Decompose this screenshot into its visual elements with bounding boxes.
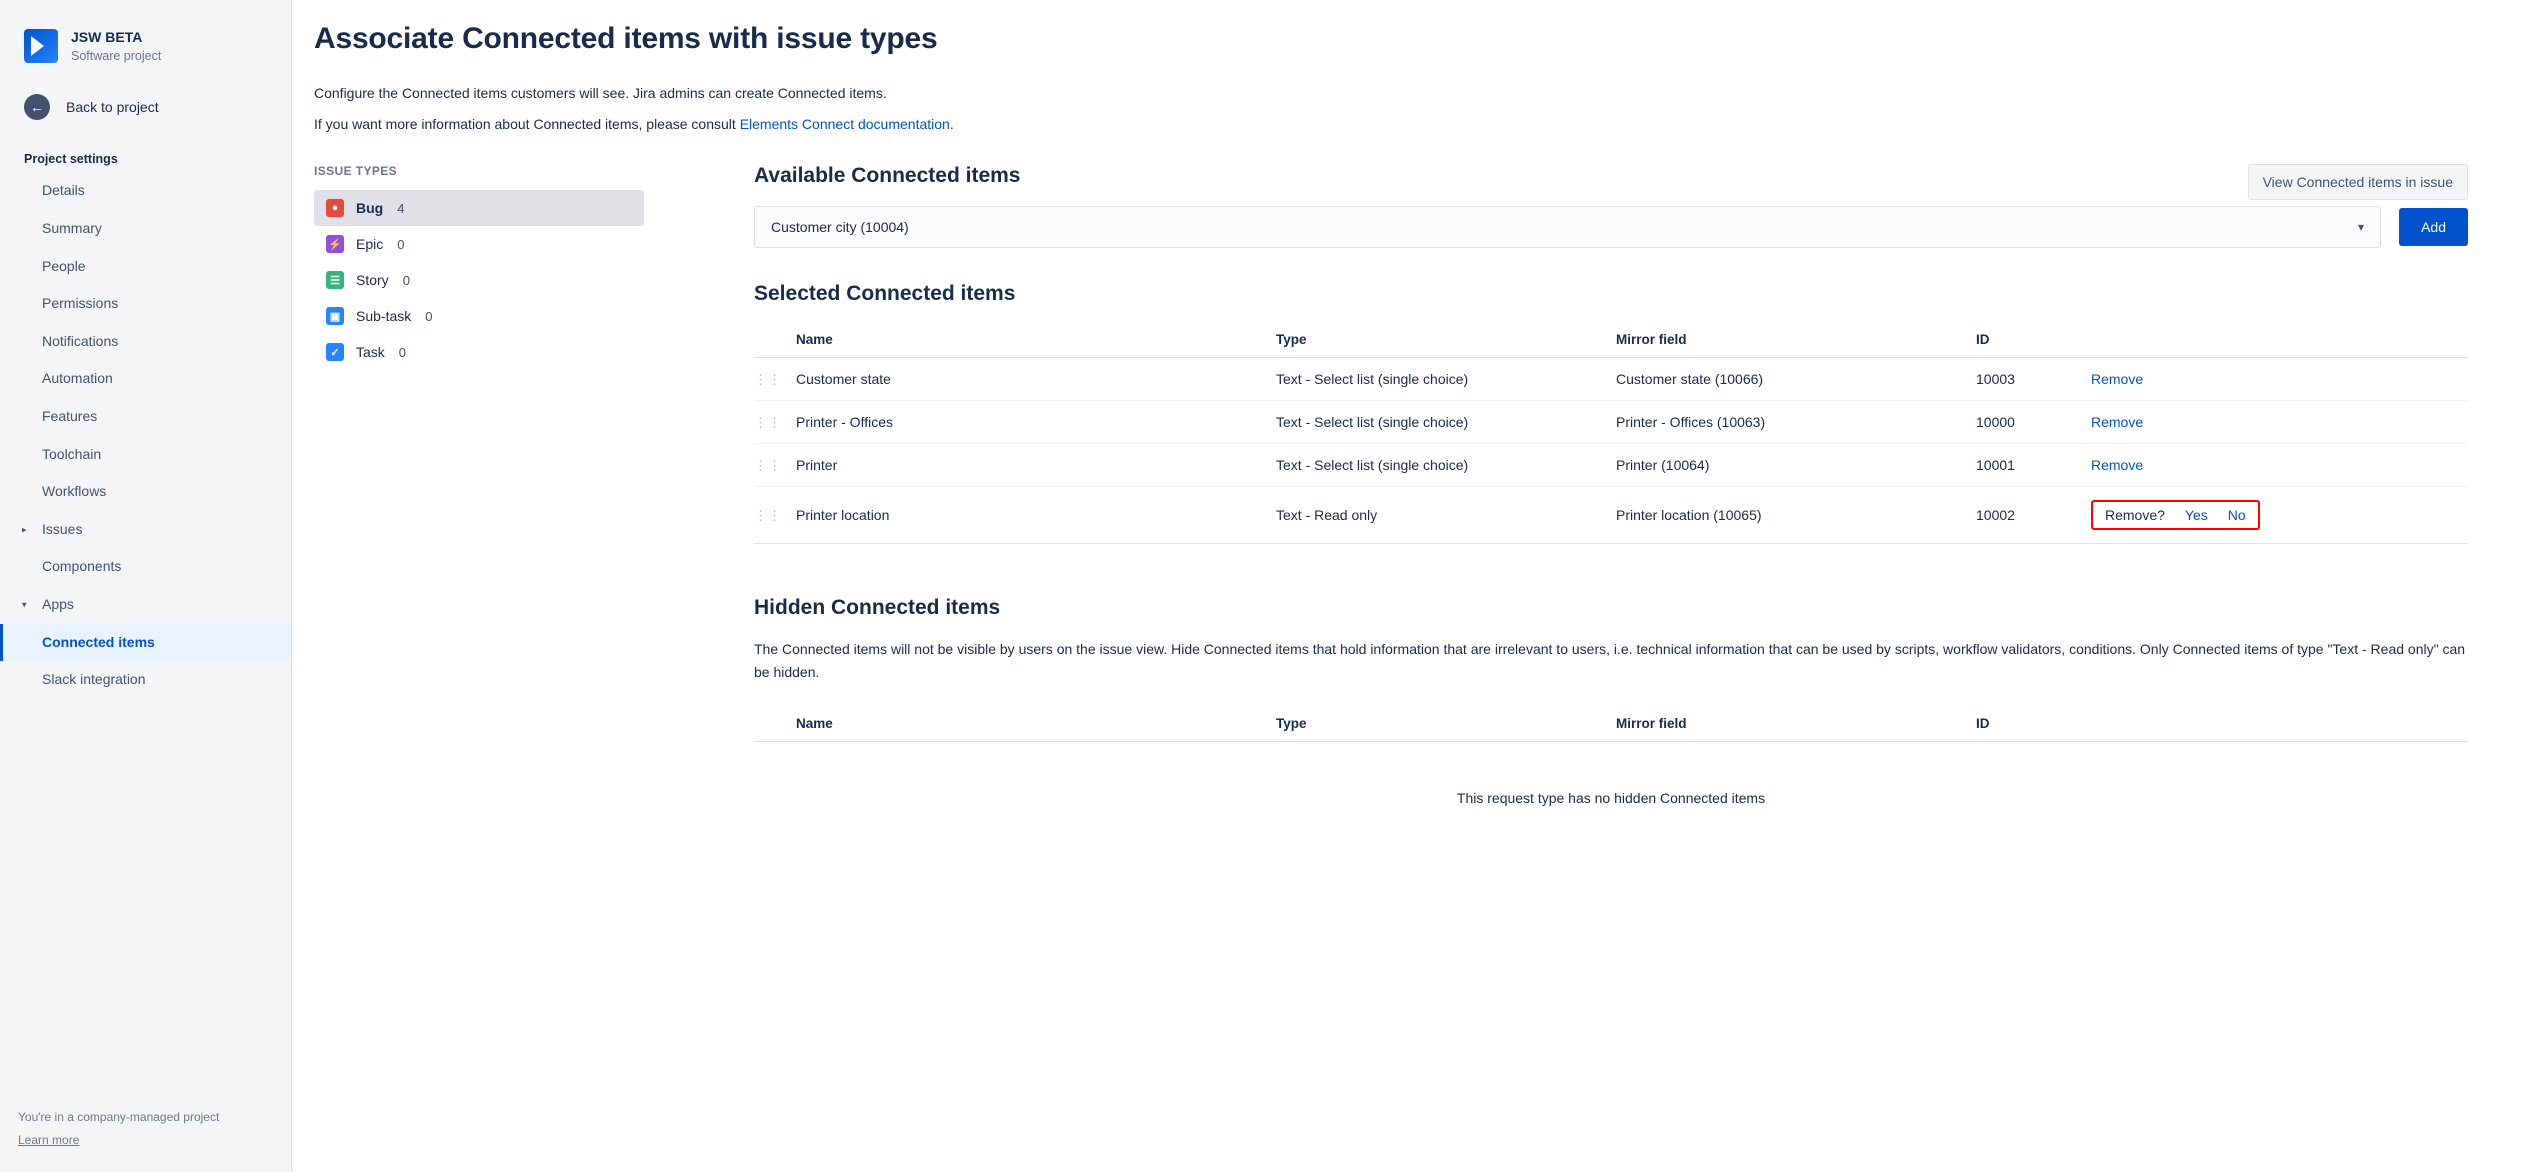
sidebar-item-label: Summary [42,220,102,237]
sidebar-item-label: Workflows [42,483,107,500]
sidebar-item-issues[interactable] [0,511,291,549]
cell-type: Text - Select list (single choice) [1276,358,1616,401]
project-name: JSW BETA [71,29,143,45]
issue-type-count: 0 [402,272,410,288]
table-row [754,444,2468,487]
sidebar-item-automation[interactable] [0,360,291,398]
issue-type-label: Task [356,344,385,361]
remove-confirm-no[interactable]: No [2227,507,2246,524]
column-header-mirror-field: Mirror field [1616,708,1976,742]
main-content [292,0,2532,1172]
sidebar-item-label: Notifications [42,332,119,349]
sidebar-item-label: Permissions [42,295,119,312]
remove-link[interactable]: Remove [2091,414,2144,431]
remove-link[interactable]: Remove [2091,457,2144,474]
sidebar-item-toolchain[interactable] [0,436,291,474]
issue-type-task[interactable] [314,334,644,370]
learn-more-link[interactable]: Learn more [18,1133,80,1148]
cell-name: Printer - Offices [796,401,1276,444]
sidebar-item-components[interactable] [0,548,291,586]
drag-handle-icon[interactable]: ⋮⋮ [754,415,782,431]
table-header-row [754,324,2468,358]
available-heading: Available Connected items [754,164,1021,188]
sidebar-item-people[interactable] [0,248,291,286]
company-managed-note: You're in a company-managed project [18,1110,220,1125]
cell-id: 10002 [1976,487,2091,544]
issue-type-label: Bug [356,200,384,217]
chevron-down-icon: ▾ [2358,220,2365,235]
column-header-id: ID [1976,708,2091,742]
cell-type: Text - Read only [1276,487,1616,544]
cell-mirror-field: Customer state (10066) [1616,358,1976,401]
cell-name: Printer [796,444,1276,487]
cell-id: 10003 [1976,358,2091,401]
elements-connect-documentation-link[interactable]: Elements Connect documentation [739,116,950,133]
project-sidebar [0,0,292,1172]
chevron-down-icon: ▾ [22,599,27,610]
hidden-description-line-2: Only Connected items of type "Text - Read only" can be hidden. [754,641,2466,681]
story-icon: ☰ [326,271,344,289]
issue-type-count: 4 [397,200,405,216]
table-row [754,401,2468,444]
issue-type-count: 0 [397,236,405,252]
cell-id: 10001 [1976,444,2091,487]
intro-line-1: Configure the Connected items customers will see. Jira admins can create Connected items. [314,85,887,101]
hidden-description-line-1: The Connected items will not be visible by users on the issue view. Hide Connected items that hold information that are irrelevant to users, i.e. technical information that can be used by scripts, workflow validators, conditions. [754,641,2137,658]
sidebar-item-details[interactable] [0,172,291,210]
intro-text-post: . [949,116,954,133]
chevron-right-icon: ▸ [22,524,27,535]
drag-handle-icon[interactable]: ⋮⋮ [754,458,782,474]
jira-software-project-avatar-icon [24,29,58,63]
sidebar-item-label: People [42,257,86,274]
sidebar-item-permissions[interactable] [0,285,291,323]
task-icon: ✓ [326,343,344,361]
project-type: Software project [71,49,162,64]
table-header-row [754,708,2468,742]
arrow-left-circle-icon: ← [24,94,50,120]
sidebar-item-label: Toolchain [42,445,102,462]
view-connected-items-in-issue-button[interactable]: View Connected items in issue [2248,164,2468,200]
column-header-type: Type [1276,708,1616,742]
column-header-name: Name [796,324,1276,358]
remove-link[interactable]: Remove [2091,371,2144,388]
issue-type-sub-task[interactable] [314,298,644,334]
available-select-value: Customer city (10004) [771,219,909,236]
column-header-type: Type [1276,324,1616,358]
subtask-icon: ▣ [326,307,344,325]
cell-type: Text - Select list (single choice) [1276,401,1616,444]
issue-type-bug[interactable] [314,190,644,226]
remove-confirm-label: Remove? [2105,507,2165,524]
add-button[interactable]: Add [2399,208,2468,246]
project-header[interactable] [0,0,291,84]
drag-column-header [754,708,796,742]
issue-types-heading: ISSUE TYPES [314,164,398,179]
drag-handle-icon[interactable]: ⋮⋮ [754,372,782,388]
selected-heading: Selected Connected items [754,282,1016,306]
epic-icon: ⚡ [326,235,344,253]
back-to-project-label: Back to project [66,99,159,116]
sidebar-section-title: Project settings [24,152,118,167]
cell-id: 10000 [1976,401,2091,444]
remove-confirmation [2091,500,2260,530]
hidden-heading: Hidden Connected items [754,596,1001,620]
intro-text-pre: If you want more information about Connected items, please consult [314,116,740,133]
cell-mirror-field: Printer location (10065) [1616,487,1976,544]
table-row [754,487,2468,544]
back-to-project-button[interactable] [0,84,291,130]
issue-type-count: 0 [425,308,433,324]
issue-type-label: Story [356,272,389,289]
issue-types-column [314,164,644,806]
hidden-empty-message: This request type has no hidden Connected items [1456,790,1766,807]
selected-connected-items-table [754,324,2468,544]
sidebar-item-label: Features [42,408,98,424]
sidebar-item-label: Slack integration [42,671,146,688]
issue-type-count: 0 [398,344,407,360]
hidden-description [754,638,2468,684]
table-row [754,358,2468,401]
cell-mirror-field: Printer (10064) [1616,444,1976,487]
sidebar-item-label: Automation [42,370,113,387]
sidebar-item-slack-integration[interactable] [0,661,291,699]
issue-type-label: Sub-task [356,308,412,325]
sidebar-item-label: Components [42,558,122,575]
sidebar-item-features[interactable] [0,398,291,436]
cell-mirror-field: Printer - Offices (10063) [1616,401,1976,444]
intro-line-2 [314,113,2492,136]
column-header-actions [2091,324,2468,358]
sidebar-item-label: Issues [42,520,83,537]
connected-items-panel [644,164,2492,806]
column-header-actions [2091,708,2468,742]
hidden-connected-items-table [754,708,2468,742]
sidebar-item-workflows[interactable] [0,473,291,511]
column-header-id: ID [1976,324,2091,358]
column-header-name: Name [796,708,1276,742]
sidebar-item-apps[interactable] [0,586,291,624]
sidebar-item-notifications[interactable] [0,323,291,361]
sidebar-footer [0,1106,291,1172]
drag-column-header [754,324,796,358]
available-connected-items-select[interactable] [754,206,2381,248]
sidebar-item-label: Details [42,182,85,199]
bug-icon: ● [326,199,344,217]
sidebar-item-label: Connected items [42,633,155,650]
drag-handle-icon[interactable]: ⋮⋮ [754,508,782,524]
cell-name: Printer location [796,487,1276,544]
issue-type-label: Epic [356,236,384,253]
remove-confirm-yes[interactable]: Yes [2184,507,2208,524]
cell-name: Customer state [796,358,1276,401]
sidebar-item-label: Apps [42,595,74,612]
sidebar-item-connected-items[interactable] [0,624,291,662]
issue-type-epic[interactable] [314,226,644,262]
sidebar-item-summary[interactable] [0,210,291,248]
page-title: Associate Connected items with issue types [314,22,938,55]
column-header-mirror-field: Mirror field [1616,324,1976,358]
cell-type: Text - Select list (single choice) [1276,444,1616,487]
sidebar-nav [0,172,291,698]
issue-type-story[interactable] [314,262,644,298]
